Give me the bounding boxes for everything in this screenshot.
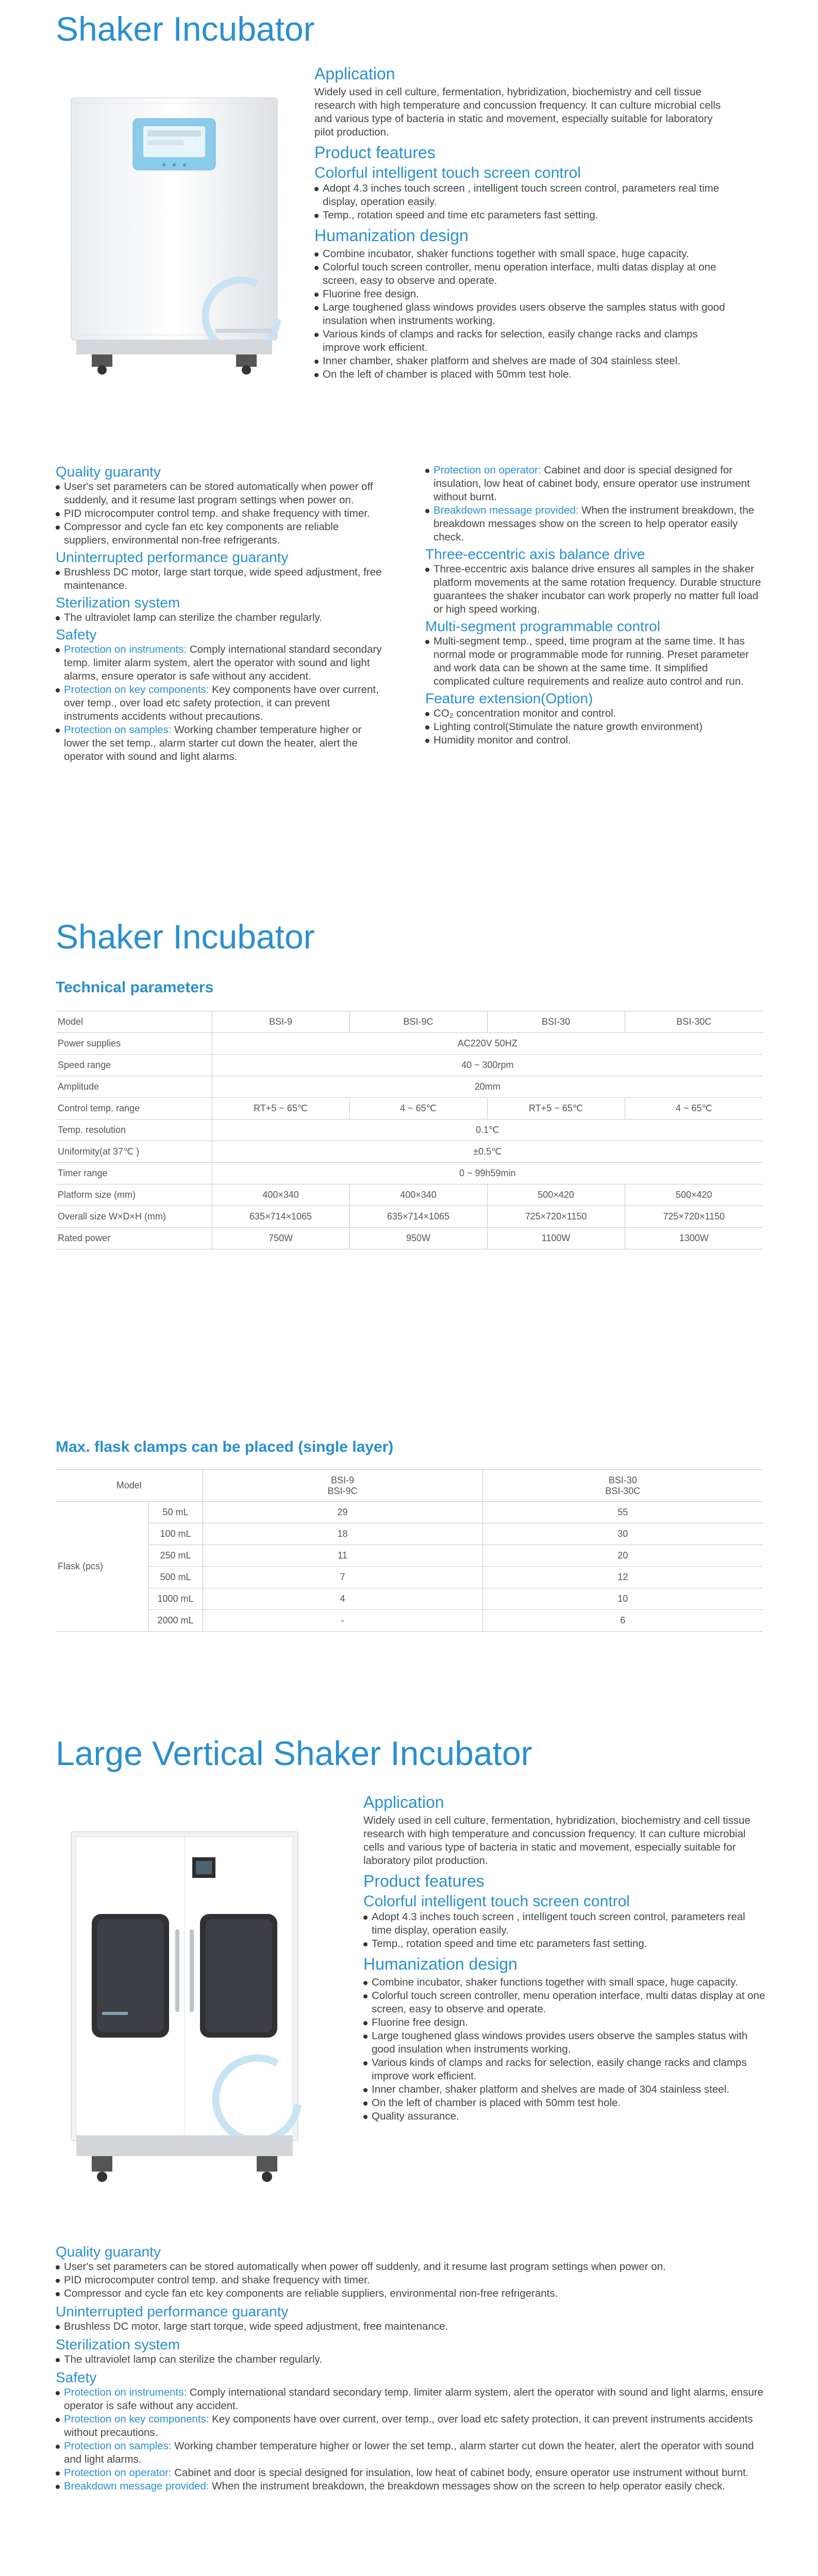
uninterrupted-item: Brushless DC motor, large start torque, wide speed adjustment, free maintenance.	[56, 566, 386, 592]
spec-row	[56, 1163, 763, 1184]
shaker-incubator-image	[61, 88, 288, 376]
safety-item: Protection on instruments: Comply international standard secondary temp. limiter alarm system, alert the operator with sound and light alarms, ensure operator is safe without any accident.	[56, 643, 386, 683]
flask-size: 100 mL	[148, 1523, 203, 1545]
humanization-item: Inner chamber, shaker platform and shelves are made of 304 stainless steel.	[363, 2083, 765, 2096]
section3-title: Large Vertical Shaker Incubator	[56, 1734, 532, 1772]
humanization-item: Fluorine free design.	[363, 2016, 765, 2029]
section1-title: Shaker Incubator	[56, 10, 315, 48]
spec-value: 500×420	[625, 1184, 763, 1206]
flask-count: 11	[203, 1545, 482, 1567]
quality-item: User's set parameters can be stored automatically when power off suddenly, and it resume last program settings when power on.	[56, 2260, 767, 2274]
extension-item: CO₂ concentration monitor and control.	[425, 707, 763, 720]
flask-count: 4	[203, 1588, 482, 1610]
humanization-item: Colorful touch screen controller, menu operation interface, multi datas display at one screen, easy to observe and operate.	[314, 261, 734, 287]
flask-count: 18	[203, 1523, 482, 1545]
spec-row	[56, 1098, 763, 1120]
spec-value: 725×720×1150	[487, 1206, 625, 1228]
spec-value: 0.1℃	[212, 1120, 763, 1141]
s3-lower-block	[56, 2244, 767, 2493]
tech-params-heading: Technical parameters	[56, 979, 214, 996]
quality-heading: Quality guaranty	[56, 464, 161, 480]
flask-model-col: BSI-9 BSI-9C	[203, 1470, 482, 1502]
spec-value: 725×720×1150	[625, 1206, 763, 1228]
spec-value: 500×420	[487, 1184, 625, 1206]
safety-item: Protection on key components: Key components have over current, over temp., over load etc safety protection, it can prevent instruments accidents without precautions.	[56, 683, 386, 723]
spec-label: Temp. resolution	[56, 1120, 212, 1141]
feature-item: Temp., rotation speed and time etc parameters fast setting.	[314, 209, 734, 222]
spec-label: Uniformity(at 37℃ )	[56, 1141, 212, 1163]
quality-item: User's set parameters can be stored automatically when power off suddenly, and it resume last program settings when power on.	[56, 480, 386, 507]
spec-row	[56, 1033, 763, 1055]
spec-value: BSI-9C	[349, 1011, 487, 1033]
spec-value: AC220V 50HZ	[212, 1033, 763, 1055]
safety-item: Protection on samples: Working chamber temperature higher or lower the set temp., alarm starter cut down the heater, alert the operator with sound and light alarms.	[56, 723, 386, 764]
spec-label: Model	[56, 1011, 212, 1033]
humanization-item: Quality assurance.	[363, 2110, 765, 2123]
spec-label: Control temp. range	[56, 1098, 212, 1120]
flask-group-label: Flask (pcs)	[56, 1502, 148, 1632]
safety-heading: Safety	[56, 626, 97, 642]
spec-value: 4 ~ 65℃	[349, 1098, 487, 1120]
spec-value: BSI-9	[212, 1011, 349, 1033]
flask-size: 500 mL	[148, 1567, 203, 1588]
flask-count: 29	[203, 1502, 482, 1523]
flask-size: 2000 mL	[148, 1610, 203, 1632]
sterilization-item: The ultraviolet lamp can sterilize the chamber regularly.	[56, 611, 386, 624]
spec-value: 0 ~ 99h59min	[212, 1163, 763, 1184]
humanization-item: Various kinds of clamps and racks for selection, easily change racks and clamps improve work efficient.	[363, 2056, 765, 2083]
flask-count: 7	[203, 1567, 482, 1588]
spec-row	[56, 1011, 763, 1033]
spec-row	[56, 1055, 763, 1076]
product-features-heading: Product features	[314, 143, 436, 162]
s3-application	[363, 1793, 765, 2123]
humanization-item: Various kinds of clamps and racks for selection, easily change racks and clamps improve work efficient.	[314, 328, 734, 354]
spec-label: Speed range	[56, 1055, 212, 1076]
spec-label: Overall size W×D×H (mm)	[56, 1206, 212, 1228]
spec-value: RT+5 ~ 65℃	[212, 1098, 349, 1120]
application-text: Widely used in cell culture, fermentation, hybridization, biochemistry and cell tissue research with high temperature and concussion frequency. It can culture microbial cells and various type of bacteria in static and movement, especially suitable for laboratory pilot production.	[314, 86, 721, 138]
uninterrupted-item: Brushless DC motor, large start torque, wide speed adjustment, free maintenance.	[56, 2320, 767, 2333]
product-features-heading: Product features	[363, 1872, 485, 1890]
uninterrupted-heading: Uninterrupted performance guaranty	[56, 2303, 289, 2319]
humanization-item: Fluorine free design.	[314, 287, 734, 301]
quality-heading: Quality guaranty	[56, 2244, 161, 2260]
multi-segment-heading: Multi-segment programmable control	[425, 618, 660, 634]
feature-item: Adopt 4.3 inches touch screen , intelligent touch screen control, parameters real time display, operation easily.	[314, 182, 734, 209]
spec-value: 20mm	[212, 1076, 763, 1098]
spec-value: 400×340	[349, 1184, 487, 1206]
humanization-item: Colorful touch screen controller, menu operation interface, multi datas display at one screen, easy to observe and operate.	[363, 1989, 765, 2016]
spec-value: ±0.5℃	[212, 1141, 763, 1163]
three-axis-heading: Three-eccentric axis balance drive	[425, 546, 645, 562]
safety-heading: Safety	[56, 2369, 97, 2385]
flask-size: 50 mL	[148, 1502, 203, 1523]
flask-count: 20	[482, 1545, 763, 1567]
quality-item: PID microcomputer control temp. and shake frequency with timer.	[56, 2274, 767, 2287]
multi-segment-item: Multi-segment temp., speed, time program at the same time. It has normal mode or programmable mode for running. Preset parameter and work data can be shown at the same time. It simplified complicated culture requirements and realize auto control and run.	[425, 635, 763, 688]
three-axis-item: Three-eccentric axis balance drive ensures all samples in the shaker platform movements at the same rotation frequency. Durable structure guarantees the shaker incubator can work properly no matter full load or high speed working.	[425, 563, 763, 616]
s1-left-column	[56, 464, 386, 764]
flask-count: 10	[482, 1588, 763, 1610]
flask-model-label: Model	[56, 1470, 203, 1502]
safety-item: Protection on operator: Cabinet and door is special designed for insulation, low heat of cabinet body, ensure operator use instrument without burnt.	[56, 2466, 767, 2480]
section2-title: Shaker Incubator	[56, 918, 315, 956]
flask-heading: Max. flask clamps can be placed (single layer)	[56, 1438, 394, 1455]
feature-item: Adopt 4.3 inches touch screen , intelligent touch screen control, parameters real time display, operation easily.	[363, 1910, 765, 1937]
spec-row	[56, 1141, 763, 1163]
application-text: Widely used in cell culture, fermentation, hybridization, biochemistry and cell tissue research with high temperature and concussion frequency. It can culture microbial cells and various type of bacteria in static and movement, especially suitable for laboratory pilot production.	[363, 1815, 750, 1867]
humanization-item: Inner chamber, shaker platform and shelves are made of 304 stainless steel.	[314, 354, 734, 368]
safety-item: Protection on instruments: Comply international standard secondary temp. limiter alarm system, alert the operator with sound and light alarms, ensure operator is safe without any accident.	[56, 2386, 767, 2413]
spec-value: BSI-30	[487, 1011, 625, 1033]
humanization-heading: Humanization design	[314, 226, 469, 245]
safety-item: Protection on operator: Cabinet and door is special designed for insulation, low heat of cabinet body, ensure operator use instrument without burnt.	[425, 464, 763, 504]
spec-value: RT+5 ~ 65℃	[487, 1098, 625, 1120]
flask-size: 250 mL	[148, 1545, 203, 1567]
uninterrupted-heading: Uninterrupted performance guaranty	[56, 549, 289, 565]
spec-label: Rated power	[56, 1228, 212, 1249]
quality-item: Compressor and cycle fan etc key components are reliable suppliers, environmental non-free refrigerants.	[56, 520, 386, 547]
flask-table	[56, 1469, 763, 1632]
spec-value: 40 ~ 300rpm	[212, 1055, 763, 1076]
spec-value: 950W	[349, 1228, 487, 1249]
flask-size: 1000 mL	[148, 1588, 203, 1610]
sterilization-item: The ultraviolet lamp can sterilize the chamber regularly.	[56, 2353, 767, 2366]
spec-value: 1300W	[625, 1228, 763, 1249]
spec-row	[56, 1206, 763, 1228]
s1-application	[314, 64, 734, 381]
extension-item: Humidity monitor and control.	[425, 734, 763, 747]
touch-screen-heading: Colorful intelligent touch screen control	[314, 164, 581, 181]
sterilization-heading: Sterilization system	[56, 595, 180, 611]
spec-value: 750W	[212, 1228, 349, 1249]
safety-item: Breakdown message provided: When the instrument breakdown, the breakdown messages show on the screen to help operator easily check.	[425, 504, 763, 544]
humanization-item: Large toughened glass windows provides users observe the samples status with good insulation when instruments working.	[363, 2029, 765, 2056]
spec-value: 400×340	[212, 1184, 349, 1206]
flask-count: 30	[482, 1523, 763, 1545]
spec-label: Power supplies	[56, 1033, 212, 1055]
spec-label: Platform size (mm)	[56, 1184, 212, 1206]
feature-item: Temp., rotation speed and time etc parameters fast setting.	[363, 1937, 765, 1951]
flask-count: -	[203, 1610, 482, 1632]
safety-item: Protection on key components: Key components have over current, over temp., over load etc safety protection, it can prevent instruments accidents without precautions.	[56, 2413, 767, 2439]
safety-item: Breakdown message provided: When the instrument breakdown, the breakdown messages show on the screen to help operator easily check.	[56, 2480, 767, 2493]
tech-params-table	[56, 1011, 763, 1249]
spec-row	[56, 1076, 763, 1098]
large-vertical-shaker-image	[61, 1826, 308, 2187]
extension-item: Lighting control(Stimulate the nature growth environment)	[425, 720, 763, 734]
sterilization-heading: Sterilization system	[56, 2336, 180, 2352]
spec-value: 1100W	[487, 1228, 625, 1249]
humanization-item: On the left of chamber is placed with 50mm test hole.	[314, 368, 734, 381]
humanization-item: Combine incubator, shaker functions together with small space, huge capacity.	[314, 247, 734, 261]
s1-right-column	[425, 464, 763, 747]
extension-heading: Feature extension(Option)	[425, 690, 593, 706]
quality-item: Compressor and cycle fan etc key components are reliable suppliers, environmental non-free refrigerants.	[56, 2287, 767, 2300]
flask-count: 12	[482, 1567, 763, 1588]
safety-item: Protection on samples: Working chamber temperature higher or lower the set temp., alarm starter cut down the heater, alert the operator with sound and light alarms.	[56, 2439, 767, 2466]
humanization-item: Large toughened glass windows provides users observe the samples status with good insulation when instruments working.	[314, 301, 734, 328]
flask-count: 6	[482, 1610, 763, 1632]
humanization-item: On the left of chamber is placed with 50mm test hole.	[363, 2096, 765, 2110]
spec-value: 635×714×1065	[212, 1206, 349, 1228]
flask-model-col: BSI-30 BSI-30C	[482, 1470, 763, 1502]
spec-label: Timer range	[56, 1163, 212, 1184]
application-heading: Application	[363, 1793, 444, 1811]
quality-item: PID microcomputer control temp. and shake frequency with timer.	[56, 507, 386, 520]
spec-row	[56, 1120, 763, 1141]
spec-value: BSI-30C	[625, 1011, 763, 1033]
touch-screen-heading: Colorful intelligent touch screen control	[363, 1893, 630, 1910]
spec-row	[56, 1228, 763, 1249]
spec-row	[56, 1184, 763, 1206]
spec-value: 4 ~ 65℃	[625, 1098, 763, 1120]
spec-label: Amplitude	[56, 1076, 212, 1098]
humanization-item: Combine incubator, shaker functions together with small space, huge capacity.	[363, 1976, 765, 1989]
spec-value: 635×714×1065	[349, 1206, 487, 1228]
flask-count: 55	[482, 1502, 763, 1523]
humanization-heading: Humanization design	[363, 1955, 517, 1973]
application-heading: Application	[314, 64, 395, 83]
